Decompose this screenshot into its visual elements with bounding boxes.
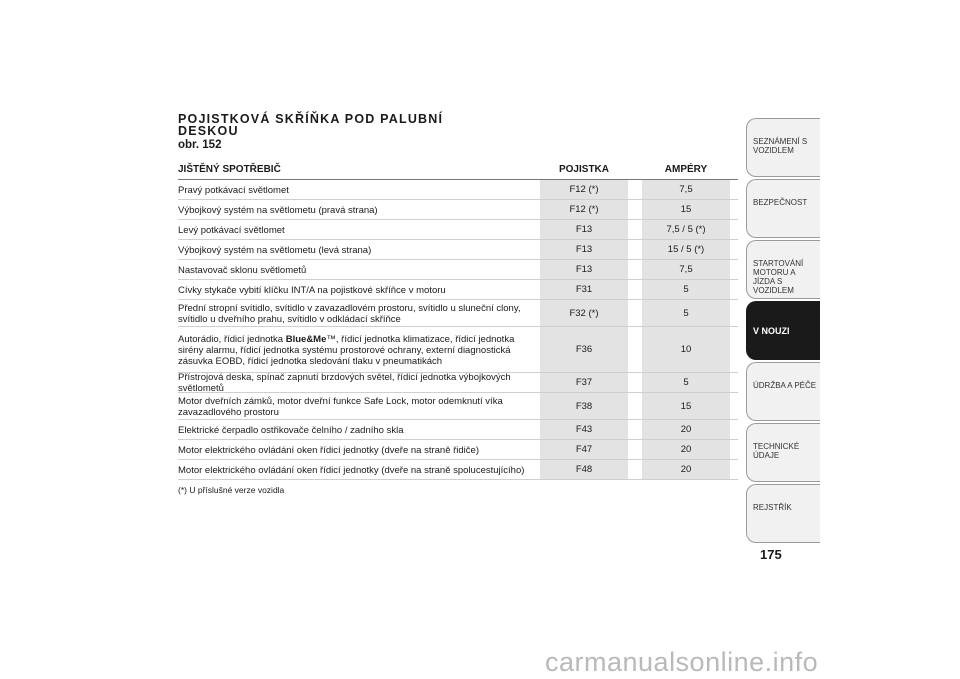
consumer-cell: Motor elektrického ovládání oken řídicí jednotky (dveře na straně spolucestujícího) [178,464,525,476]
chapter-tab[interactable]: TECHNICKÉ ÚDAJE [746,423,820,482]
fuse-cell: F48 [540,460,628,479]
amps-cell: 5 [642,373,730,392]
consumer-cell: Přístrojová deska, spínač zapnutí brzdových světel, řídicí jednotka výbojkových světlometů [178,372,511,394]
consumer-cell: Nastavovač sklonu světlometů [178,264,307,276]
table-row [178,373,738,393]
fuse-cell: F31 [540,280,628,299]
chapter-tab[interactable]: BEZPEČNOST [746,179,820,238]
fuse-cell: F36 [540,327,628,372]
consumer-cell: Výbojkový systém na světlometu (levá strana) [178,244,372,256]
chapter-tab[interactable]: SEZNÁMENÍ S VOZIDLEM [746,118,820,177]
watermark: carmanualsonline.info [545,647,819,677]
table-row [178,393,738,420]
consumer-cell: Motor elektrického ovládání oken řídicí jednotky (dveře na straně řidiče) [178,444,479,456]
consumer-cell: Cívky stykače vybití klíčku INT/A na pojistkové skříňce v motoru [178,284,446,296]
fuse-cell: F12 (*) [540,200,628,219]
brand-name: Blue&Me [285,333,327,345]
column-header-fuse: POJISTKA [558,164,609,175]
fuse-cell: F32 (*) [540,300,628,326]
chapter-tab[interactable]: STARTOVÁNÍ MOTORU A JÍZDA S VOZIDLEM [746,240,820,299]
amps-cell: 7,5 [642,260,730,279]
table-row [178,440,738,460]
fuse-cell: F12 (*) [540,180,628,199]
figure-reference: obr. 152 [178,139,222,151]
footnote: (*) U příslušné verze vozidla [178,485,285,495]
fuse-cell: F37 [540,373,628,392]
table-row [178,460,738,480]
fuse-cell: F13 [540,220,628,239]
consumer-cell: Motor dveřních zámků, motor dveřní funkce Safe Lock, motor odemknutí víka zavazadlového prostoru [178,395,503,418]
table-row [178,240,738,260]
table-body [178,180,738,480]
fuse-cell: F43 [540,420,628,439]
consumer-cell: Autorádio, řídicí jednotka Blue&Me™, řídicí jednotka klimatizace, řídicí jednotka sirény alarmu, řídicí jednotka systému prostorové ochrany, externí diagnostická zásuvka EOBD, řídicí jednotka sledování tlaku v pneumatikách [178,333,515,367]
amps-cell: 15 [642,200,730,219]
fuse-cell: F13 [540,240,628,259]
table-row [178,300,738,327]
consumer-cell: Elektrické čerpadlo ostřikovače čelního / zadního skla [178,424,404,436]
amps-cell: 20 [642,420,730,439]
table-row [178,260,738,280]
table-row [178,280,738,300]
consumer-cell: Výbojkový systém na světlometu (pravá strana) [178,204,378,216]
table-row [178,200,738,220]
table-row [178,180,738,200]
fuse-cell: F47 [540,440,628,459]
chapter-tab[interactable]: REJSTŘÍK [746,484,820,543]
consumer-cell: Přední stropní svítidlo, svítidlo v zavazadlovém prostoru, svítidlo u sluneční clony, svítidlo u dveřního prahu, svítidlo v odkládací skříňce [178,302,521,325]
page-number: 175 [760,547,782,562]
amps-cell: 7,5 [642,180,730,199]
fuse-cell: F38 [540,393,628,419]
amps-cell: 15 [642,393,730,419]
consumer-cell: Pravý potkávací světlomet [178,184,289,196]
fuse-cell: F13 [540,260,628,279]
chapter-tabs [746,118,820,545]
amps-cell: 5 [642,280,730,299]
fuse-table [178,160,738,480]
table-row [178,420,738,440]
amps-cell: 20 [642,440,730,459]
table-row [178,220,738,240]
table-row [178,327,738,373]
amps-cell: 15 / 5 (*) [642,240,730,259]
chapter-tab[interactable]: ÚDRŽBA A PÉČE [746,362,820,421]
amps-cell: 7,5 / 5 (*) [642,220,730,239]
amps-cell: 20 [642,460,730,479]
amps-cell: 10 [642,327,730,372]
column-header-amps: AMPÉRY [664,164,708,175]
column-header-consumer: JIŠTĚNÝ SPOTŘEBIČ [178,164,281,175]
consumer-cell: Levý potkávací světlomet [178,224,285,236]
chapter-tab[interactable]: V NOUZI [746,301,820,360]
page-title: POJISTKOVÁ SKŘÍŇKA POD PALUBNÍ DESKOU [178,112,444,138]
table-header [178,160,738,180]
amps-cell: 5 [642,300,730,326]
